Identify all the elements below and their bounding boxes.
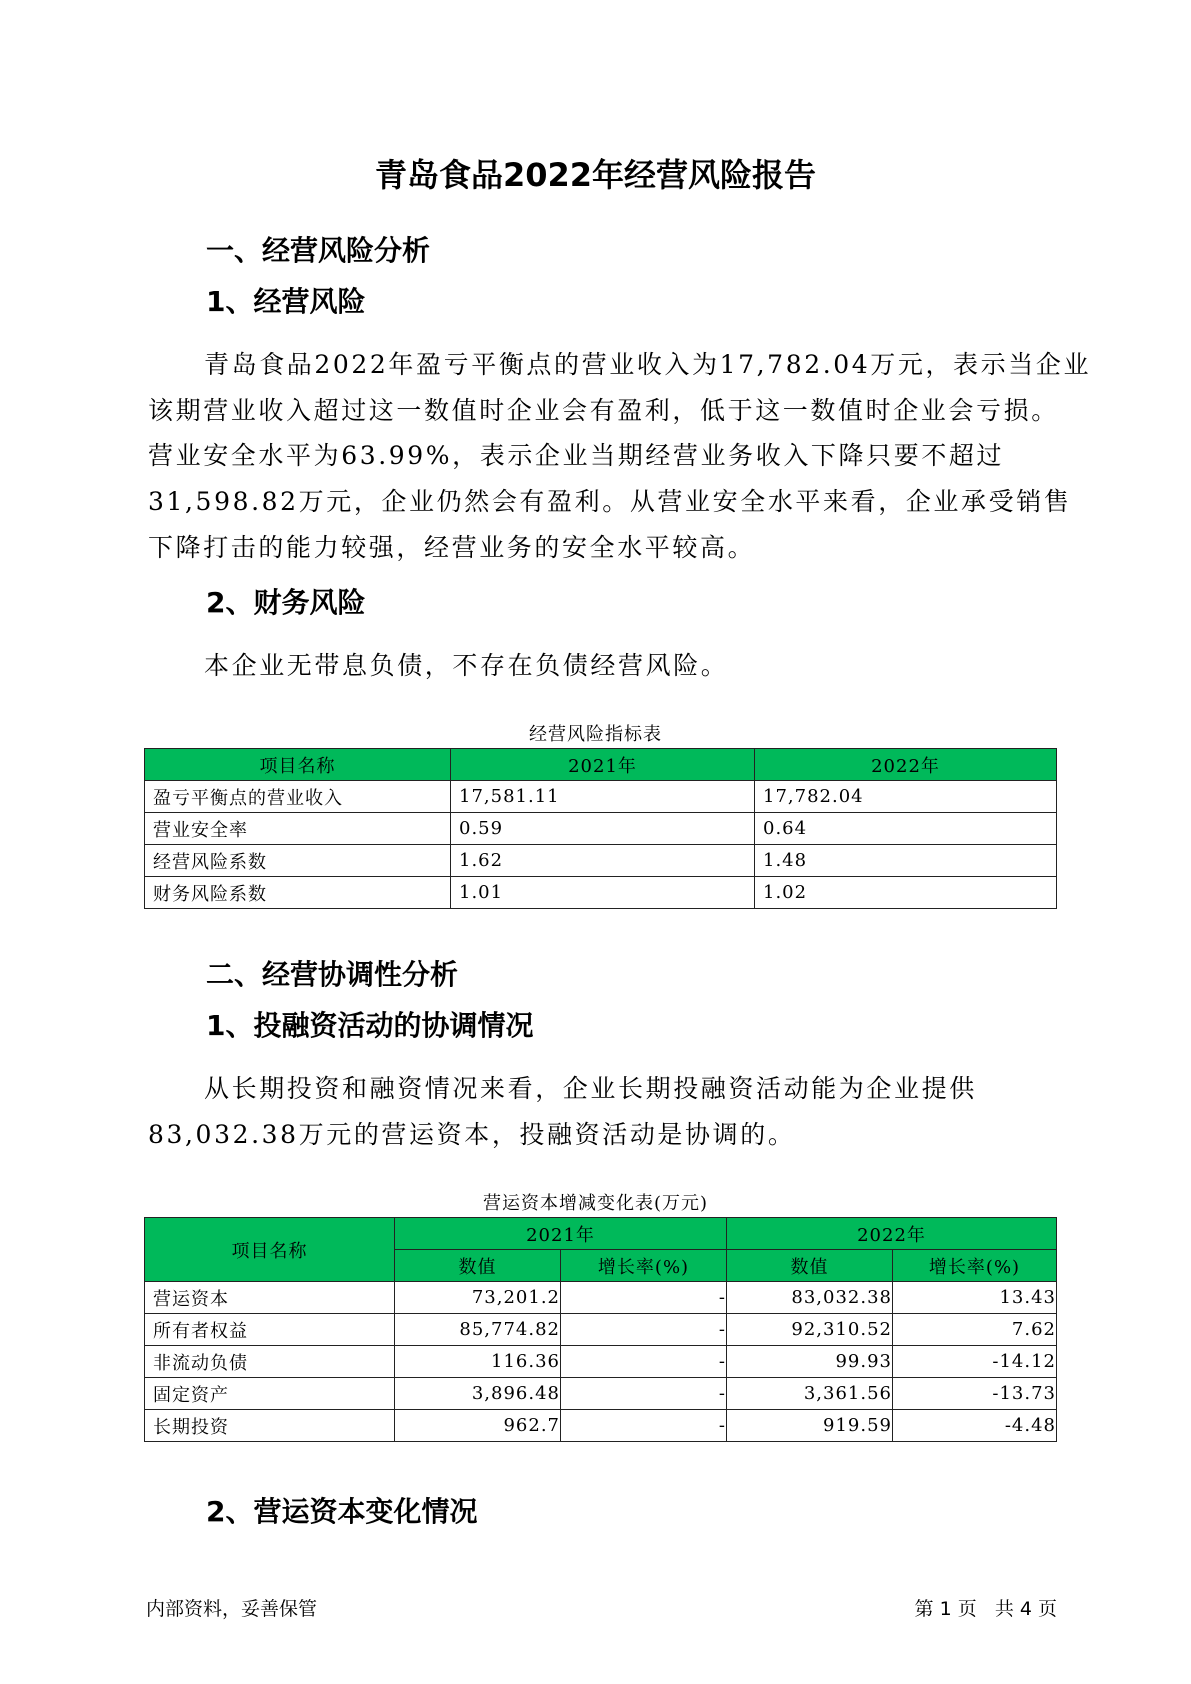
paragraph-line: 本企业无带息负债，不存在负债经营风险。 bbox=[204, 651, 729, 680]
table-header-row bbox=[145, 749, 1057, 781]
paragraph-line: 31,598.82万元，企业仍然会有盈利。从营业安全水平来看，企业承受销售 bbox=[148, 487, 1072, 516]
header-cell: 2022年 bbox=[727, 1218, 1057, 1250]
header-cell: 增长率(%) bbox=[893, 1250, 1057, 1282]
paragraph-line: 该期营业收入超过这一数值时企业会有盈利，低于这一数值时企业会亏损。 bbox=[148, 396, 1059, 425]
cell: 非流动负债 bbox=[145, 1346, 395, 1378]
working-capital-table bbox=[144, 1217, 1057, 1442]
cell: -13.73 bbox=[893, 1378, 1057, 1410]
cell: 1.48 bbox=[755, 845, 1057, 877]
cell: 固定资产 bbox=[145, 1378, 395, 1410]
cell: 73,201.2 bbox=[395, 1282, 561, 1314]
paragraph-line: 青岛食品2022年盈亏平衡点的营业收入为17,782.04万元，表示当企业 bbox=[204, 350, 1092, 379]
paragraph-line: 83,032.38万元的营运资本，投融资活动是协调的。 bbox=[148, 1120, 796, 1149]
table-row bbox=[145, 877, 1057, 909]
footer-note: 内部资料，妥善保管 bbox=[146, 1598, 318, 1620]
cell: 经营风险系数 bbox=[145, 845, 451, 877]
subsection-heading: 1、投融资活动的协调情况 bbox=[206, 1009, 534, 1042]
cell: 1.01 bbox=[451, 877, 755, 909]
cell: 长期投资 bbox=[145, 1410, 395, 1442]
header-cell: 数值 bbox=[395, 1250, 561, 1282]
cell: - bbox=[561, 1346, 727, 1378]
cell: 17,782.04 bbox=[755, 781, 1057, 813]
cell: 所有者权益 bbox=[145, 1314, 395, 1346]
header-cell: 2021年 bbox=[395, 1218, 727, 1250]
header-cell: 2021年 bbox=[451, 749, 755, 781]
paragraph-line: 营业安全水平为63.99%，表示企业当期经营业务收入下降只要不超过 bbox=[148, 441, 1005, 470]
cell: 92,310.52 bbox=[727, 1314, 893, 1346]
header-cell: 增长率(%) bbox=[561, 1250, 727, 1282]
cell: 0.59 bbox=[451, 813, 755, 845]
cell: 17,581.11 bbox=[451, 781, 755, 813]
table-row bbox=[145, 1314, 1057, 1346]
cell: 116.36 bbox=[395, 1346, 561, 1378]
header-cell: 数值 bbox=[727, 1250, 893, 1282]
header-cell: 项目名称 bbox=[145, 749, 451, 781]
cell: 营运资本 bbox=[145, 1282, 395, 1314]
header-cell: 2022年 bbox=[755, 749, 1057, 781]
table-row bbox=[145, 1282, 1057, 1314]
cell: 0.64 bbox=[755, 813, 1057, 845]
cell: 3,896.48 bbox=[395, 1378, 561, 1410]
cell: 1.02 bbox=[755, 877, 1057, 909]
paragraph-line: 下降打击的能力较强，经营业务的安全水平较高。 bbox=[148, 533, 756, 562]
section-heading: 二、经营协调性分析 bbox=[206, 958, 459, 991]
cell: 962.7 bbox=[395, 1410, 561, 1442]
cell: 7.62 bbox=[893, 1314, 1057, 1346]
table-row bbox=[145, 1410, 1057, 1442]
cell: 财务风险系数 bbox=[145, 877, 451, 909]
cell: 99.93 bbox=[727, 1346, 893, 1378]
table-row bbox=[145, 781, 1057, 813]
header-cell: 项目名称 bbox=[145, 1218, 395, 1282]
cell: 13.43 bbox=[893, 1282, 1057, 1314]
cell: 919.59 bbox=[727, 1410, 893, 1442]
subsection-heading: 1、经营风险 bbox=[206, 285, 366, 318]
cell: -4.48 bbox=[893, 1410, 1057, 1442]
table-row bbox=[145, 1378, 1057, 1410]
subsection-heading: 2、营运资本变化情况 bbox=[206, 1495, 478, 1528]
table-row bbox=[145, 845, 1057, 877]
section-heading: 一、经营风险分析 bbox=[206, 234, 431, 267]
cell: - bbox=[561, 1378, 727, 1410]
table-caption: 营运资本增减变化表(万元) bbox=[482, 1193, 709, 1214]
cell: - bbox=[561, 1282, 727, 1314]
cell: 盈亏平衡点的营业收入 bbox=[145, 781, 451, 813]
cell: 85,774.82 bbox=[395, 1314, 561, 1346]
cell: 营业安全率 bbox=[145, 813, 451, 845]
cell: 3,361.56 bbox=[727, 1378, 893, 1410]
table-caption: 经营风险指标表 bbox=[529, 724, 662, 745]
subsection-heading: 2、财务风险 bbox=[206, 586, 366, 619]
paragraph-line: 从长期投资和融资情况来看，企业长期投融资活动能为企业提供 bbox=[204, 1074, 977, 1103]
table-row bbox=[145, 813, 1057, 845]
page-title: 青岛食品2022年经营风险报告 bbox=[374, 156, 817, 194]
table-row bbox=[145, 1346, 1057, 1378]
cell: -14.12 bbox=[893, 1346, 1057, 1378]
cell: 83,032.38 bbox=[727, 1282, 893, 1314]
page-number: 第 1 页 共 4 页 bbox=[914, 1598, 1057, 1620]
cell: 1.62 bbox=[451, 845, 755, 877]
risk-indicator-table bbox=[144, 748, 1057, 909]
cell: - bbox=[561, 1410, 727, 1442]
cell: - bbox=[561, 1314, 727, 1346]
table-header-row bbox=[145, 1218, 1057, 1250]
